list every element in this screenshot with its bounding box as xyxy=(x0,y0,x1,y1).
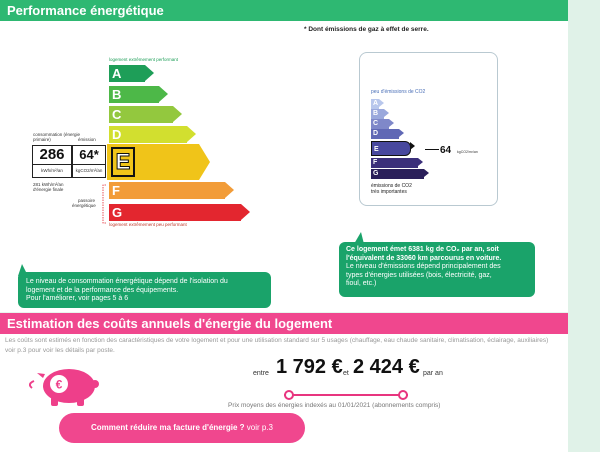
cost-low: 1 792 € xyxy=(276,356,343,378)
info-consumption-pointer xyxy=(14,264,30,276)
energy-class-a: A xyxy=(109,65,145,82)
reduce-bill-text: Comment réduire ma facture d'énergie ? xyxy=(91,423,245,432)
energy-class-c: C xyxy=(109,106,173,123)
piggy-euro-symbol: € xyxy=(55,377,63,392)
final-energy-label: d'énergie finale xyxy=(33,187,64,192)
reduce-bill-link[interactable]: voir p.3 xyxy=(246,423,273,432)
info-emissions-line: Le niveau d'émissions dépend principalement des xyxy=(346,263,501,270)
cost-and: et xyxy=(343,370,349,377)
info-emissions xyxy=(339,242,535,297)
info-emissions-line: types d'énergies utilisées (bois, électricité, gaz, xyxy=(346,271,492,279)
cost-between: entre xyxy=(253,370,269,377)
section-title-energy: Performance énergétique xyxy=(7,3,164,18)
co2-class-b: B xyxy=(371,109,384,119)
cost-per-year: par an xyxy=(423,370,443,377)
cost-low-marker xyxy=(284,390,294,400)
emission-unit: kgCO2/m²/an xyxy=(73,164,105,173)
final-energy-value: 281 kWh/m²/an xyxy=(33,182,64,187)
co2-class-g: G xyxy=(371,169,424,179)
energy-class-f: F xyxy=(109,182,225,199)
co2-panel xyxy=(359,52,498,206)
co2-top-label: peu d'émissions de CO2 xyxy=(371,89,426,95)
info-consumption-line: Le niveau de consommation énergétique dépend de l'isolation du xyxy=(26,278,228,285)
ghg-note: * Dont émissions de gaz à effet de serre. xyxy=(304,26,429,33)
cost-high-marker xyxy=(398,390,408,400)
energy-class-d: D xyxy=(109,126,187,143)
co2-value-pointer xyxy=(425,149,439,150)
cost-range-line xyxy=(284,394,408,396)
current-class-letter: E xyxy=(111,147,135,177)
emission-header: émission xyxy=(78,137,96,142)
prices-note: Prix moyens des énergies indexés au 01/01/2021 (abonnements compris) xyxy=(228,402,441,409)
consumption-unit: kWh/m²/an xyxy=(33,164,71,173)
info-emissions-line: Ce logement émet 6381 kg de CO₂ par an, soit xyxy=(346,246,499,253)
section-title-costs: Estimation des coûts annuels d'énergie du logement xyxy=(7,316,333,331)
passoire-bracket xyxy=(101,184,107,224)
emission-box xyxy=(72,145,106,178)
info-consumption xyxy=(18,272,271,308)
co2-class-d: D xyxy=(371,129,399,139)
consumption-box xyxy=(32,145,72,178)
reduce-bill-button[interactable] xyxy=(59,413,305,443)
energy-class-g: G xyxy=(109,204,241,221)
co2-class-c: C xyxy=(371,119,389,129)
co2-class-a: A xyxy=(373,100,379,107)
scale-bottom-label: logement extrêmement peu performant xyxy=(109,222,187,227)
co2-value: 64 xyxy=(440,145,452,156)
piggy-bank-icon xyxy=(29,364,105,410)
section-header-energy xyxy=(0,0,568,21)
cost-description: Les coûts sont estimés en fonction des caractéristiques de votre logement et pour une utilisation standard sur 5 usages (chauffage, eau chaude sanitaire, climatisation, éclairage, auxiliaires) voir p.3 pour voir les détails par poste. xyxy=(5,337,549,354)
consumption-header: consommation (énergie primaire) xyxy=(33,132,81,142)
co2-class-f: F xyxy=(371,158,418,168)
co2-bottom-label-2: très importantes xyxy=(371,189,407,195)
consumption-value: 286 xyxy=(39,146,65,163)
right-margin-strip xyxy=(568,0,600,452)
co2-bottom-label-1: émissions de CO2 xyxy=(371,183,412,189)
emission-value: 64* xyxy=(79,147,99,162)
co2-class-e: E xyxy=(371,141,411,156)
scale-top-label: logement extrêmement performant xyxy=(109,57,179,62)
info-consumption-line: logement et de la performance des équipements. xyxy=(26,286,179,294)
info-emissions-line: l'équivalent de 33060 km parcourus en voiture. xyxy=(346,254,502,262)
info-consumption-line: Pour l'améliorer, voir pages 5 à 6 xyxy=(26,295,129,302)
current-class-bar xyxy=(107,144,199,180)
passoire-label-1: passoire xyxy=(78,198,96,203)
energy-class-b: B xyxy=(109,86,159,103)
co2-unit: kgCO2/m²/an xyxy=(457,150,478,154)
cost-high: 2 424 € xyxy=(353,356,420,378)
cost-range-bar xyxy=(284,390,408,400)
passoire-label-2: énergétique xyxy=(72,203,96,208)
section-header-costs xyxy=(0,313,568,334)
info-emissions-line: fioul, etc.) xyxy=(346,280,377,287)
info-emissions-pointer xyxy=(352,232,366,244)
